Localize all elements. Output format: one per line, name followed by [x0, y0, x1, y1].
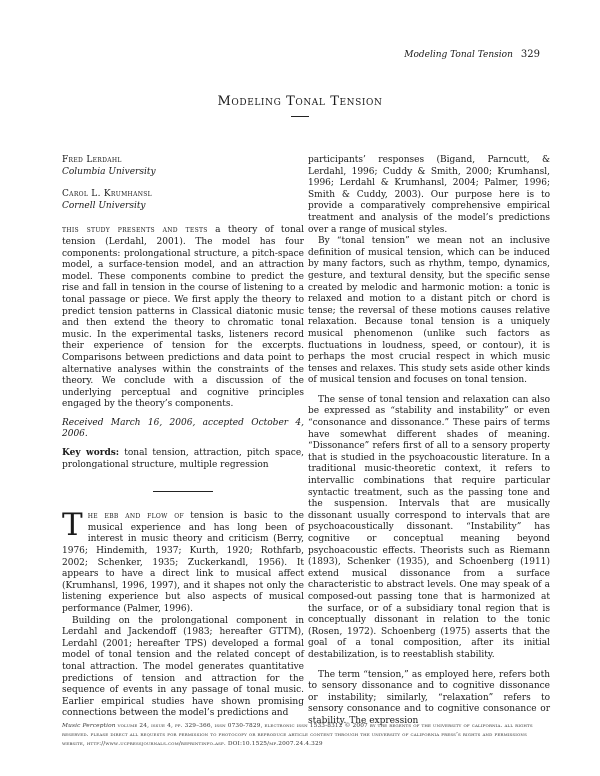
- abstract: [62, 225, 304, 411]
- running-head-title: Modeling Tonal Tension: [404, 50, 513, 60]
- article-title: Modeling Tonal Tension: [217, 94, 383, 109]
- author-name: Fred Lerdahl: [62, 155, 122, 165]
- keywords: [62, 448, 304, 471]
- body-paragraph-3: The sense of tonal tension and relaxation can also be expressed as “stability and instability” or even “consonance and dissonance.” These pairs of terms have somewhat different shades of meaning. “Dissonance” refers first of all to a sensory property that is studied in the psychoacoustic literature. In a traditional music-theoretic context, it refers to intervallic combinations that require particular syntactic treatment, such as the passing tone and the suspension. Intervals that are musically dissonant usually correspond to intervals that are psychoacoustically dissonant. “Instability” has cognitive or conceptual meaning beyond psychoacoustic effects. Theorists such as Riemann (1893), Schenker (1935), and Schoenberg (1911) extend musical dissonance from a surface characteristic to abstract levels. One may speak of a composed-out passing tone that is harmonized at the surface, or of a subsidiary tonal region that is conceptually dissonant in relation to the tonic (Rosen, 1972). Schoenberg (1975) asserts that the goal of a tonal composition, after its initial destabilization, is to reestablish stability.: [308, 394, 550, 660]
- author-2: [62, 189, 304, 212]
- intro-lead: he ebb and flow of: [87, 511, 184, 522]
- body-paragraph-2: By “tonal tension” we mean not an inclusive definition of musical tension, which can be induced by many factors, such as rhythm, tempo, dynamics, gesture, and textural density, but the specific sense created by melodic and harmonic motion: a tonic is relaxed and motion to a distant pitch or chord is tense; the reversal of these motions causes relative relaxation. Because tonal tension is a uniquely musical phenomenon (unlike such factors as fluctuations in loudness, speed, or contour), it is perhaps the most crucial respect in which music tenses and relaxes. This study sets aside other kinds of musical tension and focuses on tonal tension.: [308, 236, 550, 386]
- drop-cap: T: [62, 507, 83, 544]
- author-name: Carol L. Krumhansl: [62, 189, 152, 200]
- author-affiliation: Cornell University: [62, 200, 146, 211]
- keywords-label: Key words:: [62, 448, 120, 459]
- abstract-body: a theory of tonal tension (Lerdahl, 2001). The model has four components: prolongational structure, a pitch-space model, a surface-tension model, and an attraction model. These components combine to predict the rise and fall in tension in the course of listening to a tonal passage or piece. We first apply the theory to predict tension patterns in Classical diatonic music and then extend the theory to chromatic tonal music. In the experimental tasks, listeners record their experience of tension for the excerpts. Comparisons between predictions and data point to alternative analyses within the constraints of the theory. We conclude with a discussion of the underlying perceptual and cognitive principles engaged by the theory’s components.: [62, 225, 304, 410]
- title-rule: [291, 116, 309, 117]
- author-1: [62, 155, 304, 178]
- footer-text: volume 24, issue 4, pp. 329–366, issn 0730-7829, electronic issn 1533-8312 © 2007 by the regents of the university of california. all rights reserved. please direct all requests for permission to photocopy or reproduce article content through the university of california press’s rights and permissions website, http://www.ucpressjournals.com/reprintinfo.asp. DOI:10.1525/mp.2007.24.4.329: [62, 723, 533, 747]
- running-head: [404, 49, 540, 60]
- intro-paragraph-1: [62, 507, 304, 615]
- journal-name: Music Perception: [62, 723, 116, 729]
- intro-paragraph-2: Building on the prolongational component in Lerdahl and Jackendoff (1983; hereafter GTTM), Lerdahl (2001; hereafter TPS) developed a formal model of tonal tension and the related concept of tonal attraction. The model generates quantitative predictions of tension and attraction for the sequence of events in any passage of tonal music. Earlier empirical studies have shown promising connections between the model’s predictions and: [62, 615, 304, 719]
- received-dates: Received March 16, 2006, accepted October 4, 2006.: [62, 417, 304, 440]
- keywords-text: tonal tension, attraction, pitch space, prolongational structure, multiple regression: [62, 448, 305, 470]
- body-paragraph-1: participants’ responses (Bigand, Parncutt, & Lerdahl, 1996; Cuddy & Smith, 2000; Krumhansl, 1996; Lerdahl & Krumhansl, 2004; Palmer, 1996; Smith & Cuddy, 2003). Our purpose here is to provide a comparatively comprehensive empirical treatment and analysis of the model’s predictions over a range of musical styles.: [308, 155, 550, 235]
- intro-text-1: tension is basic to the musical experience and has long been of interest in music theory and criticism (Berry, 1976; Hindemith, 1937; Kurth, 1920; Rothfarb, 2002; Schenker, 1935; Zuckerkandl, 1956). It appears to have a direct link to musical affect (Krumhansl, 1996, 1997), and it shapes not only the listening experience but also aspects of musical performance (Palmer, 1996).: [62, 511, 304, 614]
- left-column: [62, 155, 304, 720]
- body-paragraph-4: The term “tension,” as employed here, refers both to sensory dissonance and to cognitive dissonance or instability; similarly, “relaxation” refers to sensory consonance and to cognitive consonance or stability. The expression: [308, 669, 550, 726]
- abstract-lead: this study presents and tests: [62, 225, 208, 236]
- right-column: [308, 155, 550, 728]
- copyright-footer: [62, 722, 550, 749]
- section-rule: [153, 491, 213, 492]
- page-number: 329: [520, 49, 540, 60]
- author-affiliation: Columbia University: [62, 166, 156, 177]
